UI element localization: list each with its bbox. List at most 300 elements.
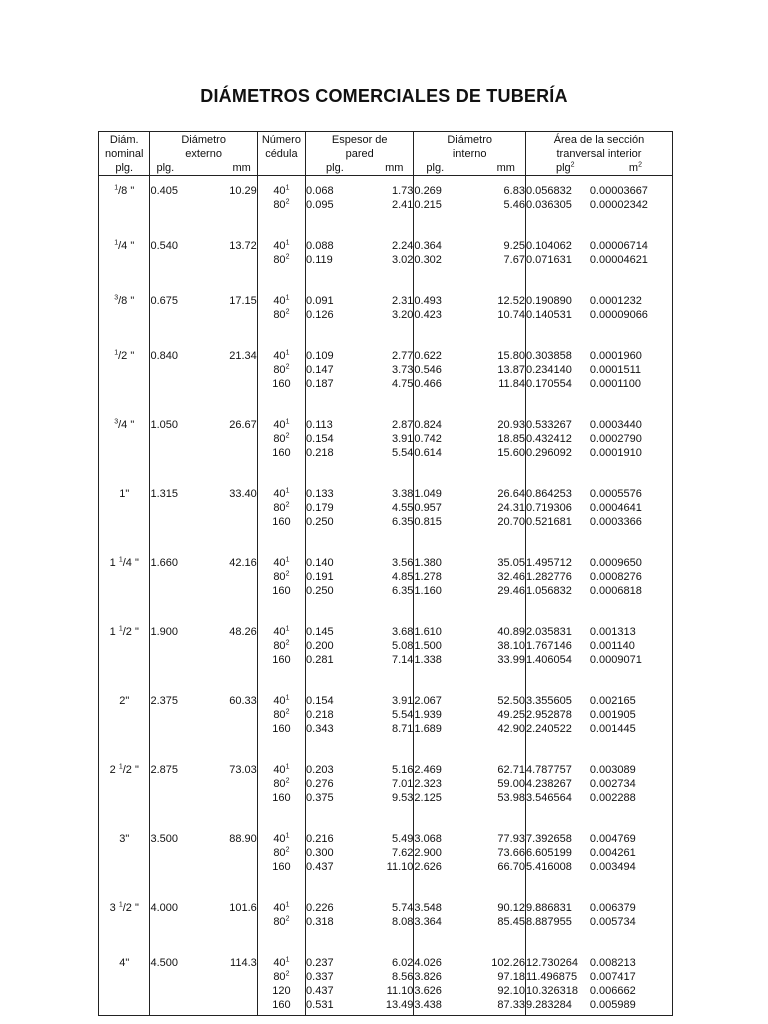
table-row	[99, 915, 673, 929]
wall-in-cell: 0.119	[306, 253, 368, 267]
table-row	[99, 446, 673, 460]
id-mm-cell: 11.84	[498, 378, 525, 390]
cedula-cell	[257, 970, 305, 984]
spacer-cell	[306, 460, 368, 479]
group-spacer	[99, 460, 673, 479]
area-in-cell: 0.234140	[525, 363, 589, 377]
spacer-cell	[150, 460, 217, 479]
area-in-cell: 1.282776	[525, 570, 589, 584]
nominal-cell	[99, 198, 150, 212]
wall-mm-cell: 3.68	[391, 626, 414, 638]
wall-in-cell: 0.437	[306, 984, 368, 998]
wall-mm-cell: 7.01	[391, 778, 414, 790]
id-in-cell: 2.323	[414, 777, 477, 791]
group-spacer	[99, 1012, 673, 1016]
area-m-cell: 0.00004621	[589, 254, 648, 266]
spacer-cell	[590, 212, 673, 231]
area-in-cell: 2.240522	[525, 722, 589, 736]
id-in-cell: 3.826	[414, 970, 477, 984]
nominal-whole: 1	[109, 557, 119, 569]
wall-mm-cell: 5.54	[391, 709, 414, 721]
od-in-cell	[150, 432, 217, 446]
table-row	[99, 308, 673, 322]
od-mm-cell: 48.26	[229, 626, 257, 638]
area-in-cell: 3.355605	[525, 686, 589, 708]
id-mm-cell: 32.46	[497, 571, 525, 583]
area-in-cell: 4.787757	[525, 755, 589, 777]
cedula-cell	[257, 846, 305, 860]
cedula-cell	[257, 570, 305, 584]
area-m-cell: 0.0006818	[589, 585, 642, 597]
spacer-cell	[414, 322, 477, 341]
spacer-cell	[216, 736, 257, 755]
spacer-cell	[306, 667, 368, 686]
wall-mm-cell: 3.38	[391, 488, 414, 500]
cedula-cell	[257, 377, 305, 391]
group-spacer	[99, 322, 673, 341]
od-in-cell	[150, 791, 217, 805]
area-in-cell: 0.533267	[525, 410, 589, 432]
spacer-cell	[477, 529, 525, 548]
od-in-cell	[150, 253, 217, 267]
id-mm-cell: 92.10	[497, 985, 525, 997]
nominal-cell	[99, 377, 150, 391]
id-in-cell: 0.614	[414, 446, 477, 460]
area-in-cell: 0.170554	[525, 377, 589, 391]
spacer-cell	[306, 212, 368, 231]
area-in-cell: 0.521681	[525, 515, 589, 529]
cedula-value: 80	[273, 199, 286, 211]
spacer-cell	[150, 929, 217, 948]
spacer-cell	[368, 929, 414, 948]
area-m-cell: 0.0002790	[589, 433, 642, 445]
wall-mm-cell: 2.24	[391, 240, 414, 252]
nominal-cell	[99, 432, 150, 446]
wall-mm-cell: 9.53	[391, 792, 414, 804]
id-in-cell: 0.742	[414, 432, 477, 446]
table-row	[99, 363, 673, 377]
table-row	[99, 377, 673, 391]
spacer-cell	[257, 874, 305, 893]
cedula-note: 1	[285, 625, 290, 633]
cedula-cell	[257, 984, 305, 998]
table-row	[99, 998, 673, 1012]
od-in-cell: 1.050	[150, 410, 217, 432]
id-in-cell: 1.338	[414, 653, 477, 667]
table-header-row	[99, 132, 673, 176]
od-mm-cell	[216, 639, 257, 653]
nominal-cell	[99, 755, 150, 777]
table-row	[99, 755, 673, 777]
od-in-cell	[150, 846, 217, 860]
id-mm-cell: 26.64	[497, 488, 525, 500]
spacer-cell	[368, 267, 414, 286]
id-in-cell: 1.049	[414, 479, 477, 501]
id-mm-cell: 20.70	[497, 516, 525, 528]
id-mm-cell: 12.52	[497, 295, 525, 307]
table-row	[99, 617, 673, 639]
od-in-cell	[150, 198, 217, 212]
group-spacer	[99, 874, 673, 893]
wall-mm-cell: 2.77	[391, 350, 414, 362]
spacer-cell	[99, 391, 150, 410]
spacer-cell	[99, 267, 150, 286]
wall-in-cell: 0.200	[306, 639, 368, 653]
spacer-cell	[525, 529, 589, 548]
table-row	[99, 722, 673, 736]
od-in-cell	[150, 708, 217, 722]
spacer-cell	[525, 322, 589, 341]
wall-in-cell: 0.140	[306, 548, 368, 570]
spacer-cell	[590, 460, 673, 479]
od-in-cell	[150, 446, 217, 460]
spacer-cell	[216, 322, 257, 341]
spacer-cell	[368, 322, 414, 341]
spacer-cell	[525, 929, 589, 948]
cedula-value: 80	[273, 433, 286, 445]
wall-mm-cell: 11.10	[386, 985, 414, 997]
od-mm-cell	[216, 777, 257, 791]
id-in-cell: 3.548	[414, 893, 477, 915]
group-spacer	[99, 267, 673, 286]
table-row	[99, 777, 673, 791]
cedula-cell	[257, 617, 305, 639]
table-row	[99, 893, 673, 915]
table-row	[99, 479, 673, 501]
nominal-cell	[99, 915, 150, 929]
cedula-note: 1	[285, 832, 290, 840]
id-mm-cell: 6.83	[503, 185, 525, 197]
area-m-cell: 0.0008276	[589, 571, 642, 583]
cedula-value: 80	[273, 364, 286, 376]
spacer-cell	[216, 874, 257, 893]
spacer-cell	[306, 929, 368, 948]
spacer-cell	[216, 529, 257, 548]
area-m-cell: 0.004769	[589, 833, 636, 845]
id-mm-cell: 7.67	[503, 254, 525, 266]
spacer-cell	[590, 736, 673, 755]
cedula-value: 40	[273, 695, 286, 707]
id-mm-cell: 97.18	[497, 971, 525, 983]
wall-in-cell: 0.216	[306, 824, 368, 846]
spacer-cell	[414, 1012, 477, 1016]
group-spacer	[99, 805, 673, 824]
nominal-cell	[99, 686, 150, 708]
id-in-cell: 0.546	[414, 363, 477, 377]
spacer-cell	[477, 1012, 525, 1016]
table-row	[99, 231, 673, 253]
spacer-cell	[99, 805, 150, 824]
spacer-cell	[150, 1012, 217, 1016]
id-mm-cell: 85.45	[497, 916, 525, 928]
cedula-value: 80	[273, 709, 286, 721]
spacer-cell	[216, 460, 257, 479]
id-mm-cell: 53.98	[497, 792, 525, 804]
od-mm-cell: 10.29	[229, 185, 257, 197]
group-spacer	[99, 598, 673, 617]
wall-mm-cell: 6.35	[391, 585, 414, 597]
id-in-cell: 1.278	[414, 570, 477, 584]
nominal-cell	[99, 860, 150, 874]
area-in-cell: 10.326318	[525, 984, 589, 998]
spacer-cell	[99, 667, 150, 686]
nominal-numerator: 1	[118, 625, 123, 633]
spacer-cell	[216, 805, 257, 824]
cedula-note: 2	[285, 570, 290, 578]
spacer-cell	[414, 212, 477, 231]
spacer-cell	[257, 736, 305, 755]
cedula-note: 2	[285, 708, 290, 716]
nominal-cell	[99, 410, 150, 432]
od-mm-cell: 60.33	[229, 695, 257, 707]
area-in-cell: 11.496875	[525, 970, 589, 984]
group-spacer	[99, 736, 673, 755]
id-in-cell: 1.160	[414, 584, 477, 598]
area-m-cell: 0.0004641	[589, 502, 642, 514]
id-in-cell: 2.900	[414, 846, 477, 860]
cedula-cell	[257, 253, 305, 267]
od-in-cell: 1.660	[150, 548, 217, 570]
od-mm-cell: 33.40	[229, 488, 257, 500]
spacer-cell	[414, 874, 477, 893]
wall-in-cell: 0.281	[306, 653, 368, 667]
nominal-denominator: /4 "	[118, 419, 135, 431]
table-row	[99, 501, 673, 515]
id-mm-cell: 33.99	[497, 654, 525, 666]
table-row	[99, 515, 673, 529]
od-mm-cell	[216, 501, 257, 515]
id-in-cell: 2.626	[414, 860, 477, 874]
spacer-cell	[525, 1012, 589, 1016]
spacer-cell	[368, 598, 414, 617]
nominal-cell	[99, 501, 150, 515]
cedula-value: 40	[273, 185, 286, 197]
cedula-cell	[257, 708, 305, 722]
table-row	[99, 686, 673, 708]
spacer-cell	[99, 460, 150, 479]
cedula-cell	[257, 479, 305, 501]
id-in-cell: 1.939	[414, 708, 477, 722]
spacer-cell	[414, 805, 477, 824]
od-mm-cell	[216, 446, 257, 460]
id-mm-cell: 15.80	[497, 350, 525, 362]
od-in-cell	[150, 860, 217, 874]
id-mm-cell: 38.10	[497, 640, 525, 652]
spacer-cell	[257, 391, 305, 410]
od-mm-cell	[216, 915, 257, 929]
od-in-cell: 0.840	[150, 341, 217, 363]
wall-mm-cell: 1.73	[391, 185, 414, 197]
id-mm-cell: 15.60	[497, 447, 525, 459]
spacer-cell	[477, 460, 525, 479]
spacer-cell	[590, 667, 673, 686]
spacer-cell	[257, 1012, 305, 1016]
spacer-cell	[414, 267, 477, 286]
wall-mm-cell: 4.75	[391, 378, 414, 390]
od-in-cell	[150, 584, 217, 598]
wall-in-cell: 0.154	[306, 686, 368, 708]
nominal-cell	[99, 984, 150, 998]
spacer-cell	[257, 212, 305, 231]
cedula-note: 2	[285, 777, 290, 785]
area-m-cell: 0.0001910	[589, 447, 642, 459]
od-in-cell: 0.540	[150, 231, 217, 253]
wall-mm-cell: 7.14	[391, 654, 414, 666]
spacer-cell	[368, 1012, 414, 1016]
header-interno: Diámetro interno plg. mm	[414, 132, 526, 176]
area-in-cell: 0.864253	[525, 479, 589, 501]
nominal-numerator: 1	[114, 239, 119, 247]
nominal-cell	[99, 791, 150, 805]
table-row	[99, 846, 673, 860]
cedula-value: 160	[272, 999, 291, 1011]
area-in-cell: 1.056832	[525, 584, 589, 598]
spacer-cell	[368, 805, 414, 824]
nominal-cell	[99, 639, 150, 653]
id-in-cell: 0.364	[414, 231, 477, 253]
nominal-whole: 3"	[119, 833, 130, 845]
spacer-cell	[368, 391, 414, 410]
spacer-cell	[368, 212, 414, 231]
od-in-cell: 2.875	[150, 755, 217, 777]
area-m-cell: 0.0001232	[589, 295, 642, 307]
cedula-value: 160	[272, 792, 291, 804]
id-in-cell: 0.269	[414, 176, 477, 199]
cedula-cell	[257, 860, 305, 874]
cedula-cell	[257, 639, 305, 653]
wall-in-cell: 0.088	[306, 231, 368, 253]
nominal-numerator: 1	[118, 556, 123, 564]
cedula-note: 2	[285, 308, 290, 316]
area-m-cell: 0.006379	[589, 902, 636, 914]
od-in-cell	[150, 377, 217, 391]
id-in-cell: 0.493	[414, 286, 477, 308]
cedula-note: 1	[285, 763, 290, 771]
nominal-cell	[99, 846, 150, 860]
table-row	[99, 548, 673, 570]
spacer-cell	[99, 929, 150, 948]
nominal-denominator: /8 "	[118, 185, 135, 197]
spacer-cell	[368, 667, 414, 686]
cedula-cell	[257, 515, 305, 529]
cedula-value: 80	[273, 571, 286, 583]
cedula-cell	[257, 791, 305, 805]
area-m-cell: 0.0009650	[589, 557, 642, 569]
spacer-cell	[477, 322, 525, 341]
table-row	[99, 791, 673, 805]
nominal-cell	[99, 515, 150, 529]
cedula-note: 2	[285, 198, 290, 206]
nominal-denominator: /2 "	[118, 350, 135, 362]
cedula-cell	[257, 915, 305, 929]
nominal-numerator: 1	[114, 184, 119, 192]
spacer-cell	[525, 460, 589, 479]
area-in-cell: 0.190890	[525, 286, 589, 308]
wall-in-cell: 0.226	[306, 893, 368, 915]
cedula-cell	[257, 584, 305, 598]
spacer-cell	[525, 805, 589, 824]
table-row	[99, 432, 673, 446]
nominal-whole: 2	[109, 764, 119, 776]
wall-in-cell: 0.191	[306, 570, 368, 584]
wall-in-cell: 0.203	[306, 755, 368, 777]
area-in-cell: 5.416008	[525, 860, 589, 874]
cedula-note: 2	[285, 253, 290, 261]
wall-in-cell: 0.531	[306, 998, 368, 1012]
spacer-cell	[477, 598, 525, 617]
wall-in-cell: 0.187	[306, 377, 368, 391]
nominal-denominator: /2 "	[122, 902, 139, 914]
cedula-cell	[257, 501, 305, 515]
cedula-cell	[257, 893, 305, 915]
nominal-numerator: 1	[118, 901, 123, 909]
spacer-cell	[150, 391, 217, 410]
wall-in-cell: 0.179	[306, 501, 368, 515]
id-mm-cell: 24.31	[497, 502, 525, 514]
cedula-cell	[257, 722, 305, 736]
cedula-cell	[257, 308, 305, 322]
od-in-cell	[150, 515, 217, 529]
group-spacer	[99, 529, 673, 548]
spacer-cell	[414, 391, 477, 410]
area-m-cell: 0.001905	[589, 709, 636, 721]
cedula-value: 40	[273, 957, 286, 969]
od-mm-cell	[216, 846, 257, 860]
spacer-cell	[150, 667, 217, 686]
spacer-cell	[99, 529, 150, 548]
area-m-cell: 0.002165	[589, 695, 636, 707]
cedula-note: 2	[285, 639, 290, 647]
id-mm-cell: 49.25	[497, 709, 525, 721]
od-mm-cell	[216, 377, 257, 391]
spacer-cell	[306, 322, 368, 341]
wall-mm-cell: 8.08	[391, 916, 414, 928]
od-mm-cell	[216, 432, 257, 446]
spacer-cell	[477, 874, 525, 893]
od-mm-cell	[216, 708, 257, 722]
area-in-cell: 1.495712	[525, 548, 589, 570]
nominal-cell	[99, 824, 150, 846]
wall-in-cell: 0.145	[306, 617, 368, 639]
wall-mm-cell: 3.20	[391, 309, 414, 321]
nominal-denominator: /4 "	[118, 240, 135, 252]
wall-mm-cell: 3.91	[391, 433, 414, 445]
cedula-value: 160	[272, 447, 291, 459]
spacer-cell	[590, 322, 673, 341]
wall-in-cell: 0.154	[306, 432, 368, 446]
spacer-cell	[99, 212, 150, 231]
nominal-numerator: 3	[114, 294, 119, 302]
wall-in-cell: 0.109	[306, 341, 368, 363]
spacer-cell	[150, 874, 217, 893]
nominal-cell	[99, 479, 150, 501]
cedula-value: 80	[273, 502, 286, 514]
table-row	[99, 341, 673, 363]
spacer-cell	[368, 874, 414, 893]
cedula-note: 2	[285, 501, 290, 509]
wall-mm-cell: 13.49	[385, 999, 414, 1011]
cedula-value: 40	[273, 902, 286, 914]
cedula-cell	[257, 548, 305, 570]
od-mm-cell	[216, 860, 257, 874]
spacer-cell	[257, 667, 305, 686]
cedula-note: 2	[285, 363, 290, 371]
wall-in-cell: 0.250	[306, 584, 368, 598]
cedula-value: 40	[273, 350, 286, 362]
area-in-cell: 8.887955	[525, 915, 589, 929]
wall-mm-cell: 5.54	[391, 447, 414, 459]
spacer-cell	[368, 736, 414, 755]
